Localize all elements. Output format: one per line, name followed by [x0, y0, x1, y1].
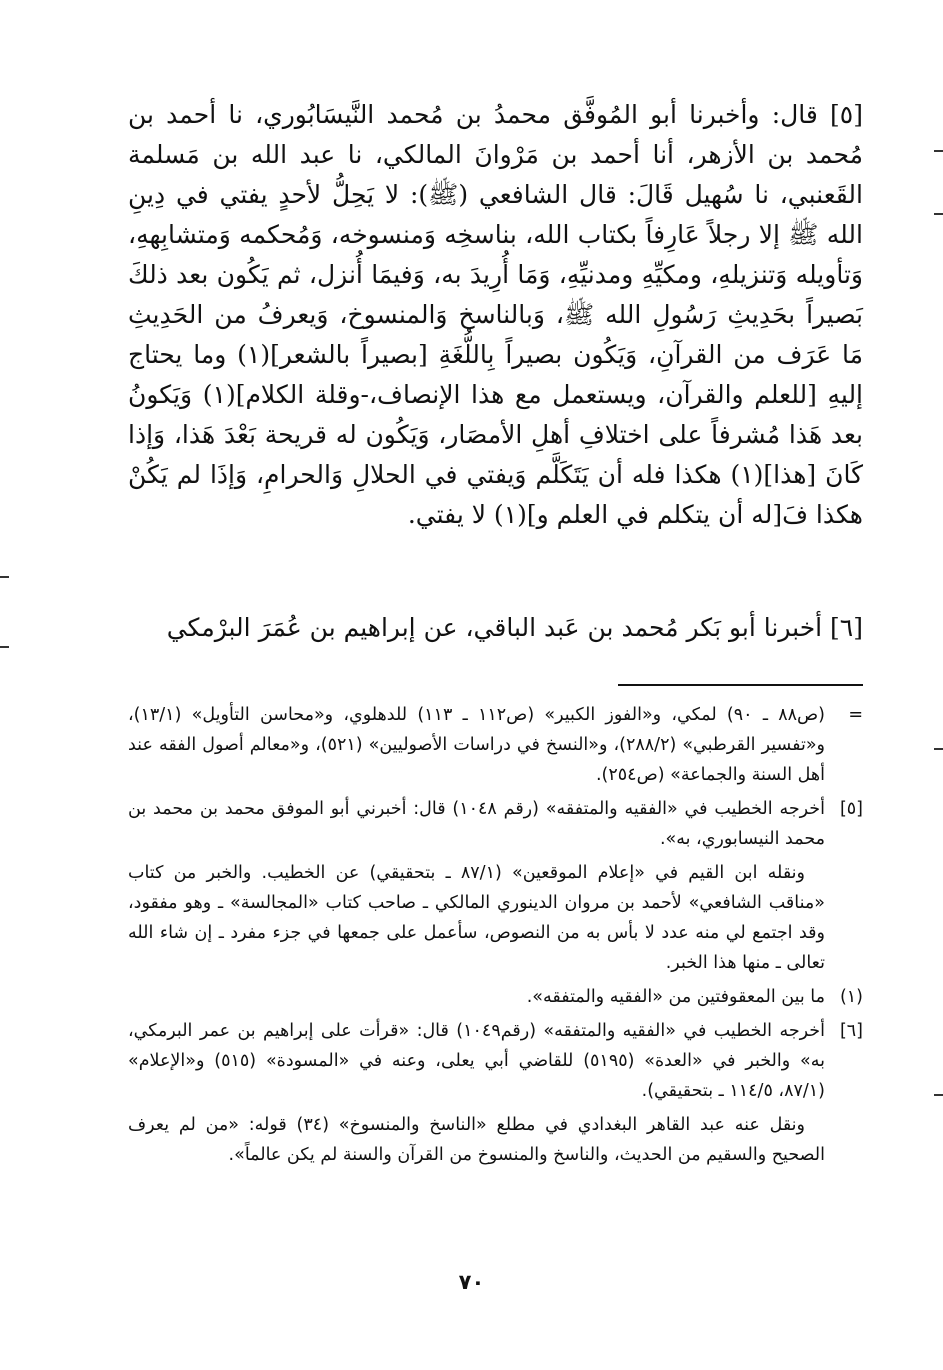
footnotes-section: [128, 700, 863, 1174]
paragraph-5-text: [٥] قال: وأخبرنا أبو المُوفَّق محمدُ بن مُحمد النَّيسَابُوري، نا أحمد بن مُحمد بن الأزهر، أنا أحمد بن مَرْوانَ المالكي، نا عبد الله بن مَسلمة القَعنبي، نا سُهيل قَالَ: قال الشافعي (ﷺ): لا يَحِلُّ لأحدٍ يفتي في دِينِ الله ﷺ إلا رجلاً عَارِفاً بكتاب الله، بناسخِه وَمنسوخه، وَمُحكمه وَمتشابِههِ، وَتأويله وَتنزيلهِ، ومكيِّهِ ومدنيِّهِ، وَمَا أُرِيدَ به، وَفيمَا أُنزل، ثم يَكُون بعد ذلكَ بَصيراً بحَدِيثِ رَسُولِ الله ﷺ، وَبالناسخ وَالمنسوخ، وَيعرفُ من الحَدِيثِ مَا عَرَف من القرآنِ، وَيَكُون بصيراً بِاللُّغَةِ [بصيراً بالشعر](١) وما يحتاج إليهِ [للعلم والقرآن، ويستعمل مع هذا الإنصاف،-وقلة الكلام](١) وَيَكونُ بعد هَذا مُشرفاً على اختلافِ أهلِ الأمصَار، وَيَكُون له قريحة بَعْدَ هَذا، وَإذا كَانَ [هذا](١) هكذا فله أن يَتَكَلَّم وَيفتي في الحلالِ وَالحرامِ، وَإذَا لم يَكُنْ هكذا فَ[له أن يتكلم في العلم و](١) لا يفتي.: [128, 100, 864, 529]
scan-edge-mark: [934, 1094, 943, 1096]
footnote-text: ما بين المعقوفتين من «الفقيه والمتفقه».: [526, 987, 825, 1007]
footnote-continuation: [128, 700, 863, 790]
footnote-text: أخرجه الخطيب في «الفقيه والمتفقه» (رقم ١٠٤٨) قال: أخبرني أبو الموفق محمد بن محمد بن محمد النيسابوري، به».: [128, 799, 825, 849]
footnote-6-continued: [128, 1110, 863, 1170]
footnote-marker: (١): [839, 987, 863, 1007]
footnote-text: (ص٨٨ ـ ٩٠) لمكي، و«الفوز الكبير» (ص١١٢ ـ ١١٣) للدهلوي، و«محاسن التأويل» (١٣/١)، و«تفسير القرطبي» (٢٨٨/٢)، و«النسخ في دراسات الأصوليين» (٥٢١)، و«معالم أصول الفقه عند أهل السنة والجماعة» (ص٢٥٤).: [128, 705, 825, 785]
footnote-marker: [٦]: [839, 1021, 863, 1041]
main-paragraph-5: [128, 95, 863, 535]
footnote-text: ونقل عنه عبد القاهر البغدادي في مطلع «الناسخ والمنسوخ» (٣٤) قوله: «من لم يعرف الصحيح والسقيم من الحديث، والناسخ والمنسوخ من القرآن والسنة لم يكن عالماً».: [128, 1115, 825, 1165]
footnote-marker: [٥]: [839, 799, 863, 819]
scan-edge-mark: [0, 576, 9, 578]
scan-edge-mark: [934, 748, 943, 750]
footnote-marker: =: [848, 705, 863, 725]
scan-edge-mark: [934, 213, 943, 215]
main-paragraph-6: [128, 608, 863, 648]
page-number: ٧٠: [458, 1270, 485, 1294]
paragraph-6-text: [٦] أخبرنا أبو بَكر مُحمد بن عَبد الباقي، عن إبراهيم بن عُمَرَ البرْمكي: [166, 613, 863, 642]
footnote-text: ونقله ابن القيم في «إعلام الموقعين» (٨٧/١ ـ بتحقيقي) عن الخطيب. والخبر من كتاب «مناقب الشافعي» لأحمد بن مروان الدينوري المالكي ـ صاحب كتاب «المجالسة» ـ وهو مفقود، وقد اجتمع لي منه عدد لا بأس به من النصوص، سأعمل على جمعها في جزء مفرد ـ إن شاء الله تعالى ـ منها هذا الخبر.: [128, 863, 825, 973]
scan-edge-mark: [934, 150, 943, 152]
footnote-1: [128, 982, 863, 1012]
footnote-separator-line: [618, 684, 863, 686]
footnote-text: أخرجه الخطيب في «الفقيه والمتفقه» (رقم١٠٤٩) قال: «قرأت على إبراهيم بن عمر البرمكي، به» والخبر في «العدة» (٥١٩٥) للقاضي أبي يعلى، وعنه في «المسودة» (٥١٥) و«الإعلام» (٨٧/١، ١١٤/٥ ـ بتحقيقي).: [128, 1021, 825, 1101]
footnote-6: [128, 1016, 863, 1106]
footnote-5: [128, 794, 863, 854]
footnote-5-continued: [128, 858, 863, 978]
scan-edge-mark: [0, 646, 9, 648]
